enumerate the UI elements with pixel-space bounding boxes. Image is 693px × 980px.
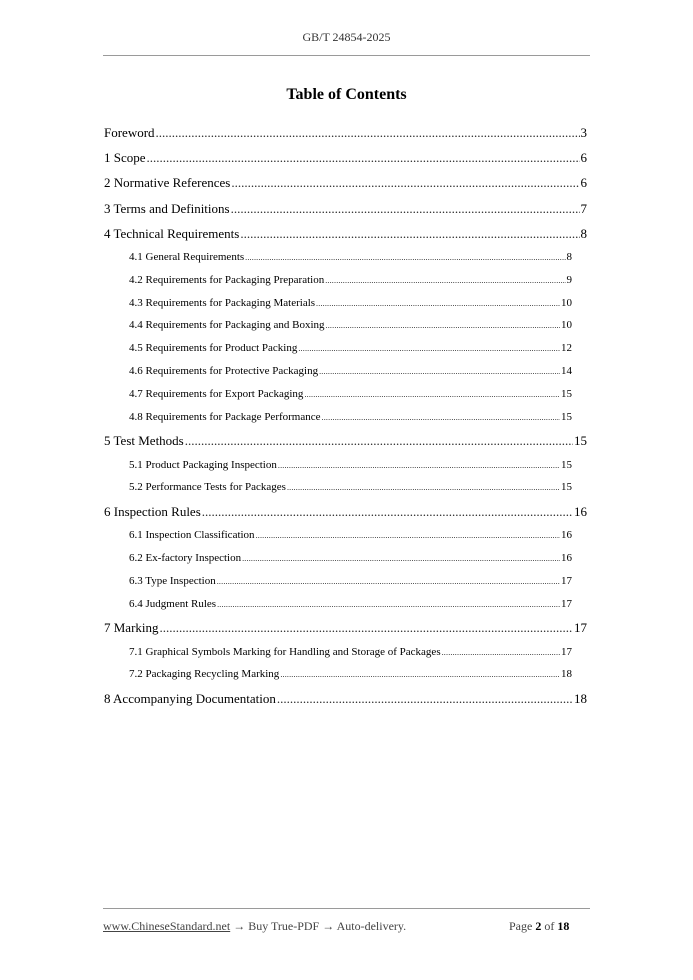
toc-entry-label: 6 Inspection Rules — [104, 504, 201, 520]
toc-entry-label: 4.4 Requirements for Packaging and Boxing — [129, 319, 325, 332]
delivery-text: Auto-delivery. — [336, 919, 407, 933]
toc-entry-label: 4.6 Requirements for Protective Packaging — [129, 364, 319, 377]
arrow-icon: → — [233, 919, 246, 933]
toc-entry-page: 16 — [561, 552, 572, 565]
toc-entry-page: 8 — [566, 250, 572, 263]
toc-entry[interactable] — [129, 641, 572, 664]
toc-entry-label: 4.3 Requirements for Packaging Materials — [129, 296, 316, 309]
page-title: Table of Contents — [286, 86, 407, 103]
toc-entry-page: 14 — [561, 364, 572, 377]
toc-entry-page: 15 — [561, 481, 572, 494]
toc-entry-page: 6 — [580, 150, 587, 166]
dot-leader — [245, 247, 565, 269]
dot-leader — [147, 145, 580, 170]
dot-leader — [156, 120, 580, 145]
toc-entry[interactable] — [129, 383, 572, 406]
toc-entry-page: 6 — [580, 175, 587, 191]
buy-link[interactable]: Buy True-PDF — [248, 919, 320, 933]
toc-entry[interactable] — [104, 499, 587, 524]
toc-entry-page: 17 — [574, 620, 587, 636]
of-word: of — [544, 919, 555, 933]
dot-leader — [217, 571, 560, 593]
toc-entry-label: Foreword — [104, 125, 155, 140]
toc-entry-label: 4.5 Requirements for Product Packing — [129, 342, 298, 355]
toc-entry[interactable] — [129, 314, 572, 337]
toc-entry-label: 7.2 Packaging Recycling Marking — [129, 668, 280, 681]
page-indicator — [509, 919, 569, 934]
toc-entry-label: 1 Scope — [104, 150, 146, 166]
toc-entry-page: 15 — [561, 387, 572, 400]
toc-entry[interactable] — [104, 686, 587, 711]
site-link[interactable]: www.ChineseStandard.net — [103, 919, 231, 933]
dot-leader — [316, 293, 560, 315]
toc-entry[interactable] — [129, 269, 572, 292]
dot-leader — [231, 170, 579, 195]
dot-leader — [322, 407, 560, 429]
toc-entry-label: 5.2 Performance Tests for Packages — [129, 481, 286, 494]
toc-entry[interactable] — [104, 428, 587, 453]
toc-entry[interactable] — [129, 292, 572, 315]
dot-leader — [202, 499, 573, 524]
toc-entry-label: 5 Test Methods — [104, 433, 184, 449]
toc-entry-page: 17 — [561, 645, 572, 658]
dot-leader — [287, 477, 560, 499]
toc-entry-page: 8 — [580, 225, 587, 241]
toc-entry-label: 6.2 Ex-factory Inspection — [129, 552, 242, 565]
toc-entry[interactable] — [129, 524, 572, 547]
toc-entry-page: 15 — [561, 458, 572, 471]
toc-entry-page: 16 — [561, 529, 572, 542]
toc-entry[interactable] — [104, 615, 587, 640]
toc-entry[interactable] — [104, 170, 587, 195]
dot-leader — [442, 642, 560, 664]
toc-entry-label: 6.4 Judgment Rules — [129, 597, 217, 610]
toc-entry[interactable] — [104, 196, 587, 221]
toc-entry-label: 4.7 Requirements for Export Packaging — [129, 387, 304, 400]
toc-entry-page: 9 — [566, 273, 572, 286]
toc-entry-page: 18 — [574, 691, 587, 707]
toc-entry-label: 2 Normative References — [104, 175, 231, 191]
toc-entry-page: 16 — [574, 504, 587, 520]
toc-entry-label: 7 Marking — [104, 620, 159, 636]
toc-entry[interactable] — [104, 120, 587, 145]
toc-entry[interactable] — [129, 593, 572, 616]
toc-entry-page: 3 — [580, 125, 587, 140]
dot-leader — [280, 664, 560, 686]
toc-entry-page: 17 — [561, 597, 572, 610]
toc-entry-page: 10 — [561, 296, 572, 309]
page-word: Page — [509, 919, 533, 933]
dot-leader — [217, 594, 560, 616]
footer-promo — [103, 919, 406, 934]
dot-leader — [304, 384, 560, 406]
toc-entry-label: 4.8 Requirements for Package Performance — [129, 410, 321, 423]
dot-leader — [231, 196, 580, 221]
page-total: 18 — [557, 919, 570, 933]
toc-entry-label: 4.1 General Requirements — [129, 250, 245, 263]
toc-entry-label: 4 Technical Requirements — [104, 225, 240, 241]
dot-leader — [277, 686, 573, 711]
dot-leader — [319, 361, 560, 383]
toc-entry[interactable] — [129, 547, 572, 570]
toc-entry-label: 7.1 Graphical Symbols Marking for Handling and Storage of Packages — [129, 645, 441, 658]
toc-entry[interactable] — [129, 663, 572, 686]
toc-entry-label: 5.1 Product Packaging Inspection — [129, 458, 277, 471]
running-header: GB/T 24854-2025 — [302, 30, 391, 44]
toc-entry-page: 10 — [561, 319, 572, 332]
toc-entry[interactable] — [104, 221, 587, 246]
toc-entry-page: 7 — [580, 200, 587, 216]
dot-leader — [242, 548, 560, 570]
toc-entry-label: 3 Terms and Definitions — [104, 200, 230, 216]
dot-leader — [240, 221, 579, 246]
toc-entry[interactable] — [129, 454, 572, 477]
dot-leader — [326, 315, 560, 337]
dot-leader — [185, 428, 573, 453]
toc-entry-label: 4.2 Requirements for Packaging Preparation — [129, 273, 325, 286]
toc-entry[interactable] — [129, 246, 572, 269]
toc-entry[interactable] — [129, 360, 572, 383]
header-divider — [103, 55, 590, 56]
table-of-contents — [104, 120, 587, 711]
arrow-icon: → — [322, 919, 335, 933]
toc-entry-page: 18 — [561, 668, 572, 681]
page-number: 2 — [535, 919, 542, 933]
dot-leader — [325, 270, 565, 292]
toc-entry-page: 17 — [561, 574, 572, 587]
toc-entry-page: 15 — [561, 410, 572, 423]
toc-entry-page: 15 — [574, 433, 587, 449]
toc-entry-label: 6.1 Inspection Classification — [129, 529, 255, 542]
toc-entry[interactable] — [129, 570, 572, 593]
footer-divider — [103, 908, 590, 909]
toc-entry-page: 12 — [561, 342, 572, 355]
dot-leader — [160, 615, 573, 640]
toc-entry[interactable] — [129, 476, 572, 499]
toc-entry-label: 8 Accompanying Documentation — [104, 691, 276, 707]
dot-leader — [278, 455, 560, 477]
toc-entry-label: 6.3 Type Inspection — [129, 574, 216, 587]
toc-entry[interactable] — [104, 145, 587, 170]
toc-entry[interactable] — [129, 337, 572, 360]
dot-leader — [256, 525, 560, 547]
dot-leader — [298, 338, 560, 360]
toc-entry[interactable] — [129, 406, 572, 429]
